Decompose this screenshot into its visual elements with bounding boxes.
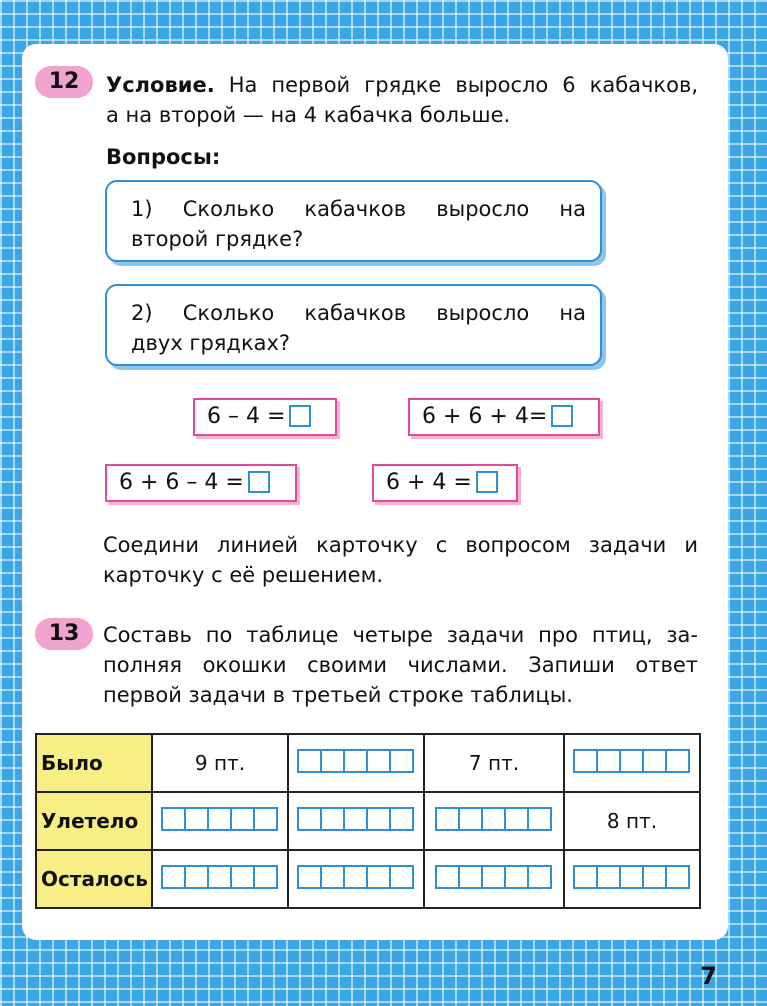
answer-box-1[interactable] — [289, 405, 311, 427]
task-12-instruction-line1: Соедини линией карточку с вопросом задачи и — [103, 533, 698, 557]
number-boxes[interactable] — [299, 865, 414, 889]
question-1-line2: второй грядке? — [131, 227, 304, 251]
cell-input[interactable] — [152, 850, 288, 908]
cell-input[interactable] — [564, 850, 700, 908]
task-12-condition-line1 — [106, 70, 698, 100]
birds-table — [35, 733, 701, 909]
page-number: 7 — [700, 962, 717, 990]
solution-card-3[interactable] — [105, 464, 297, 502]
cell-input[interactable] — [288, 792, 424, 850]
task-12-condition-line2: а на второй — на 4 кабачка больше. — [106, 103, 511, 127]
table-row-bylo — [36, 734, 700, 792]
cell-input[interactable] — [288, 734, 424, 792]
number-boxes[interactable] — [437, 865, 552, 889]
number-boxes[interactable] — [575, 749, 690, 773]
condition-text-1: На первой грядке выросло 6 кабачков, — [228, 73, 698, 97]
question-2-line1: 2) Сколько кабачков выросло на — [131, 301, 586, 325]
task-13-text-line3: первой задачи в третьей строке таблицы. — [103, 683, 573, 707]
solution-1-expression: 6 – 4 = — [207, 404, 286, 429]
question-card-2[interactable] — [105, 284, 602, 366]
question-1-line1: 1) Сколько кабачков выросло на — [131, 197, 586, 221]
cell-input[interactable] — [152, 792, 288, 850]
table-row-uletelo — [36, 792, 700, 850]
question-2-line2: двух грядках? — [131, 331, 291, 355]
solution-card-1[interactable] — [193, 398, 337, 436]
row-header-ostalos: Осталось — [36, 850, 152, 908]
row-header-uletelo: Улетело — [36, 792, 152, 850]
cell-given-value: 7 пт. — [424, 734, 564, 792]
number-boxes[interactable] — [299, 749, 414, 773]
cell-input[interactable] — [424, 792, 564, 850]
cell-given-value: 9 пт. — [152, 734, 288, 792]
task-13-text-line1: Составь по таблице четыре задачи про птиц, за- — [103, 623, 698, 647]
answer-box-3[interactable] — [248, 471, 270, 493]
cell-input[interactable] — [288, 850, 424, 908]
row-header-bylo: Было — [36, 734, 152, 792]
table-row-ostalos — [36, 850, 700, 908]
number-boxes[interactable] — [575, 865, 690, 889]
task-12-badge: 12 — [35, 66, 93, 98]
answer-box-4[interactable] — [476, 471, 498, 493]
solution-card-2[interactable] — [408, 398, 600, 436]
question-card-1[interactable] — [105, 180, 602, 262]
cell-input[interactable] — [424, 850, 564, 908]
cell-input[interactable] — [564, 734, 700, 792]
cell-given-value: 8 пт. — [564, 792, 700, 850]
task-13-badge: 13 — [35, 618, 93, 650]
answer-box-2[interactable] — [551, 405, 573, 427]
solution-2-expression: 6 + 6 + 4= — [422, 404, 548, 429]
number-boxes[interactable] — [163, 865, 278, 889]
condition-label: Условие. — [106, 73, 215, 97]
solution-card-4[interactable] — [372, 464, 518, 502]
task-13-text-line2: полняя окошки своими числами. Запиши ответ — [103, 653, 698, 677]
number-boxes[interactable] — [437, 807, 552, 831]
number-boxes[interactable] — [299, 807, 414, 831]
questions-label: Вопросы: — [106, 145, 221, 169]
task-12-instruction-line2: карточку с её решением. — [103, 563, 384, 587]
solution-4-expression: 6 + 4 = — [386, 470, 472, 495]
number-boxes[interactable] — [163, 807, 278, 831]
solution-3-expression: 6 + 6 – 4 = — [119, 470, 244, 495]
